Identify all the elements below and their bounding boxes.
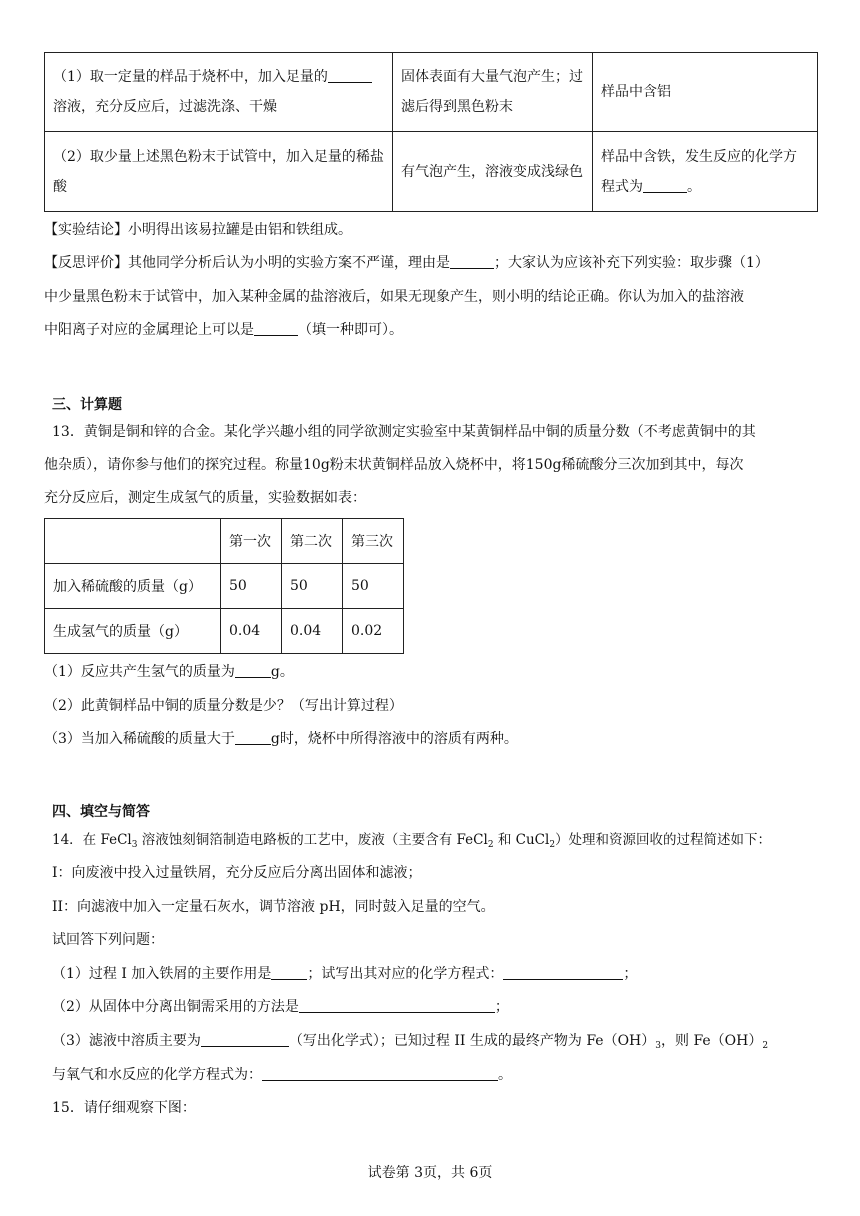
experiment-table — [44, 52, 818, 212]
header-cell: 第三次 — [343, 519, 404, 564]
q13-sub-1: （1）反应共产生氢气的质量为 g。 — [44, 664, 294, 680]
question-14-intro: 14．在 FeCl$_3$ 溶液蚀刻铜箔制造电路板的工艺中，废液（主要含有 FeCl$_2$ 和 CuCl$_2$）处理和资源回收的过程简述如下： — [52, 832, 772, 850]
experiment-conclusion: 【实验结论】小明得出该易拉罐是由铝和铁组成。 — [44, 222, 352, 238]
q14-sub-1: （1）过程 I 加入铁屑的主要作用是 ；试写出其对应的化学方程式： ； — [52, 966, 638, 982]
table-cell: 0.04 — [282, 609, 343, 654]
q14-step-2: II：向滤液中加入一定量石灰水，调节溶液 pH，同时鼓入足量的空气。 — [52, 899, 495, 915]
header-cell — [45, 519, 221, 564]
q14-step-1: I：向废液中投入过量铁屑，充分反应后分离出固体和滤液； — [52, 865, 422, 881]
section-heading: 四、填空与简答 — [52, 804, 150, 820]
table-cell: 0.02 — [343, 609, 404, 654]
reflection-line-3: 中阳离子对应的金属理论上可以是 （填一种即可）。 — [44, 322, 403, 338]
q13-sub-2: （2）此黄铜样品中铜的质量分数是少？（写出计算过程） — [44, 698, 403, 714]
conclusion-cell: 样品中含铁，发生反应的化学方程式为 。 — [593, 132, 818, 212]
header-cell: 第二次 — [282, 519, 343, 564]
steps-cell: （1）取一定量的样品于烧杯中，加入足量的 溶液，充分反应后，过滤洗涤、干燥 — [45, 53, 393, 132]
phenomenon-cell: 固体表面有大量气泡产生；过滤后得到黑色粉末 — [393, 53, 593, 132]
conclusion-cell: 样品中含铝 — [593, 53, 818, 132]
page-footer: 试卷第 3页，共 6页 — [367, 1165, 493, 1181]
q14-prompt: 试回答下列问题： — [52, 932, 164, 948]
steps-cell: （2）取少量上述黑色粉末于试管中，加入足量的稀盐酸 — [45, 132, 393, 212]
table-row — [45, 132, 818, 212]
table-cell: 50 — [343, 564, 404, 609]
q14-sub-2: （2）从固体中分离出铜需采用的方法是 ； — [52, 999, 509, 1015]
table-cell: 0.04 — [221, 609, 282, 654]
question-13-line-1: 13．黄铜是铜和锌的合金。某化学兴趣小组的同学欲测定实验室中某黄铜样品中铜的质量分数（不考虑黄铜中的其 — [52, 424, 756, 440]
question-15: 15．请仔细观察下图： — [52, 1100, 196, 1116]
question-13-line-2: 他杂质），请你参与他们的探究过程。称量10g粉末状黄铜样品放入烧杯中，将150g稀硫酸分三次加到其中，每次 — [44, 457, 744, 473]
header-cell: 第一次 — [221, 519, 282, 564]
section-heading: 三、计算题 — [52, 397, 122, 413]
table-cell: 50 — [221, 564, 282, 609]
q14-sub-3: （3）滤液中溶质主要为 （写出化学式）；已知过程 II 生成的最终产物为 $Fe(OH)_3$，则 $Fe(OH)_2$ — [52, 1033, 769, 1051]
table-row — [45, 564, 404, 609]
reflection-line-1: 【反思评价】其他同学分析后认为小明的实验方案不严谨，理由是 ；大家认为应该补充下列实验：取步骤（1） — [44, 255, 769, 271]
phenomenon-cell: 有气泡产生，溶液变成浅绿色 — [393, 132, 593, 212]
hydrogen-data-table — [44, 518, 404, 654]
table-cell: 50 — [282, 564, 343, 609]
table-cell: 生成氢气的质量（g） — [45, 609, 221, 654]
table-cell: 加入稀硫酸的质量（g） — [45, 564, 221, 609]
table-row — [45, 53, 818, 132]
question-13-line-3: 充分反应后，测定生成氢气的质量，实验数据如表： — [44, 490, 366, 506]
q14-sub-3-line-2: 与氧气和水反应的化学方程式为： 。 — [52, 1067, 512, 1083]
table-header-row — [45, 519, 404, 564]
table-row — [45, 609, 404, 654]
reflection-line-2: 中少量黑色粉末于试管中，加入某种金属的盐溶液后，如果无现象产生，则小明的结论正确。你认为加入的盐溶液 — [44, 289, 744, 305]
q13-sub-3: （3）当加入稀硫酸的质量大于 g时，烧杯中所得溶液中的溶质有两种。 — [44, 731, 518, 747]
